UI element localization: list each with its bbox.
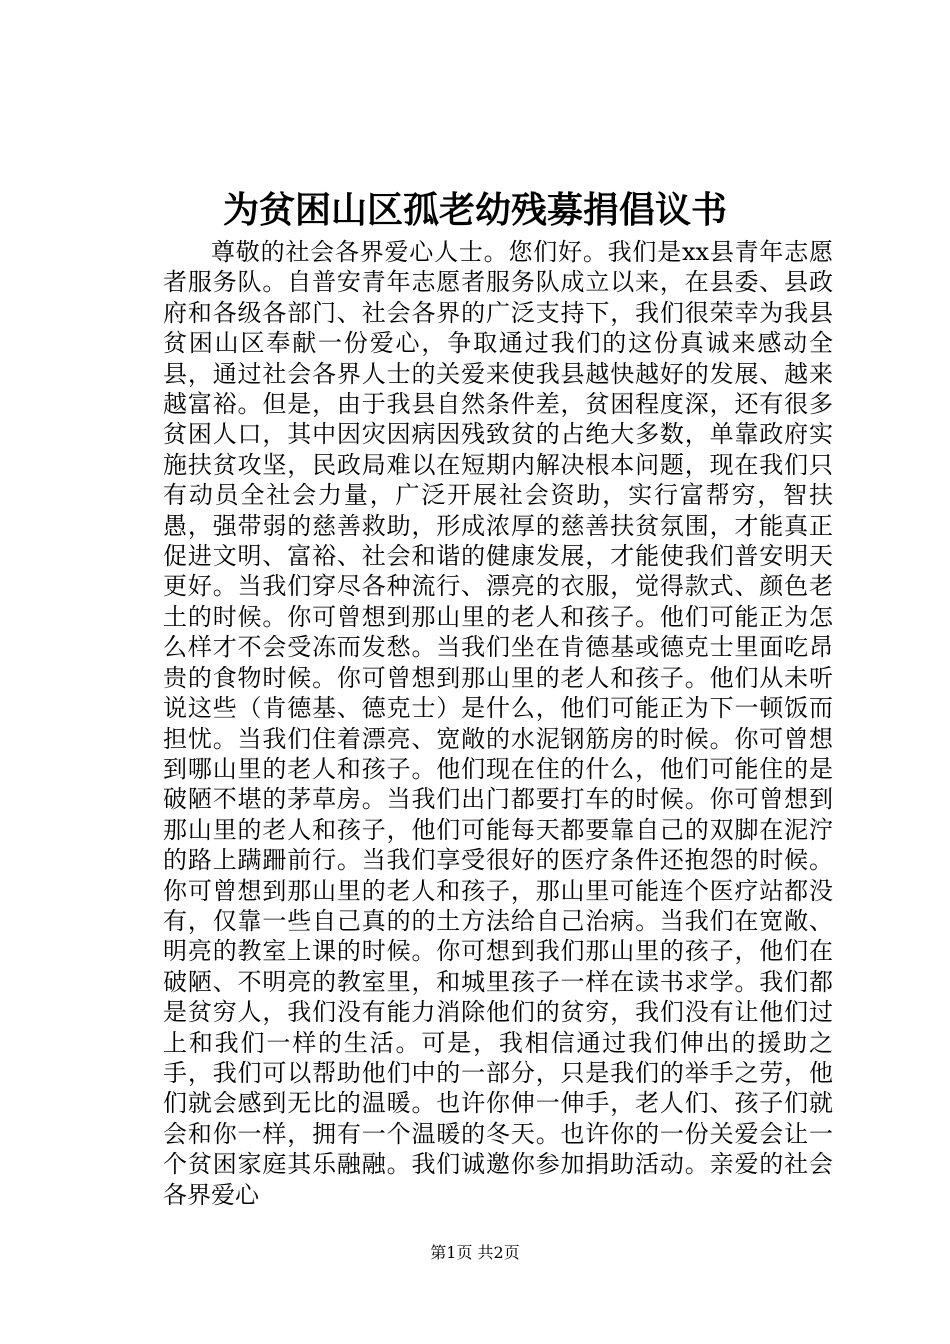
page-indicator: 第1页 共2页 — [430, 1243, 520, 1262]
document-title: 为贫困山区孤老幼残募捐倡议书 — [222, 189, 727, 231]
document-body-paragraph: 尊敬的社会各界爱心人士。您们好。我们是xx县青年志愿者服务队。自普安青年志愿者服务队成立以来，在县委、县政府和各级各部门、社会各界的广泛支持下，我们很荣幸为我县贫困山区奉献一份爱心，争取通过我们的这份真诚来感动全县，通过社会各界人士的关爱来使我县越快越好的发展、越来越富裕。但是，由于我县自然条件差，贫困程度深，还有很多贫困人口，其中因灾因病因残致贫的占绝大多数，单靠政府实施扶贫攻坚，民政局难以在短期内解决根本问题，现在我们只有动员全社会力量，广泛开展社会资助，实行富帮穷，智扶愚，强带弱的慈善救助，形成浓厚的慈善扶贫氛围，才能真正促进文明、富裕、社会和谐的健康发展，才能使我们普安明天更好。当我们穿尽各种流行、漂亮的衣服，觉得款式、颜色老土的时候。你可曾想到那山里的老人和孩子。他们可能正为怎么样才不会受冻而发愁。当我们坐在肯德基或德克士里面吃昂贵的食物时候。你可曾想到那山里的老人和孩子。他们从未听说这些（肯德基、德克士）是什么，他们可能正为下一顿饭而担忧。当我们住着漂亮、宽敞的水泥钢筋房的时候。你可曾想到哪山里的老人和孩子。他们现在住的什么，他们可能住的是破陋不堪的茅草房。当我们出门都要打车的时候。你可曾想到那山里的老人和孩子，他们可能每天都要靠自己的双脚在泥泞的路上蹒跚前行。当我们享受很好的医疗条件还抱怨的时候。你可曾想到那山里的老人和孩子，那山里可能连个医疗站都没有，仅靠一些自己真的的土方法给自己治病。当我们在宽敞、明亮的教室上课的时候。你可想到我们那山里的孩子，他们在破陋、不明亮的教室里，和城里孩子一样在读书求学。我们都是贫穷人，我们没有能力消除他们的贫穷，我们没有让他们过上和我们一样的生活。可是，我相信通过我们伸出的援助之手，我们可以帮助他们中的一部分，只是我们的举手之劳，他们就会感到无比的温暖。也许你伸一伸手，老人们、孩子们就会和你一样，拥有一个温暖的冬天。也许你的一份关爱会让一个贫困家庭其乐融融。我们诚邀你参加捐助活动。亲爱的社会各界爱心 — [163, 238, 833, 1209]
